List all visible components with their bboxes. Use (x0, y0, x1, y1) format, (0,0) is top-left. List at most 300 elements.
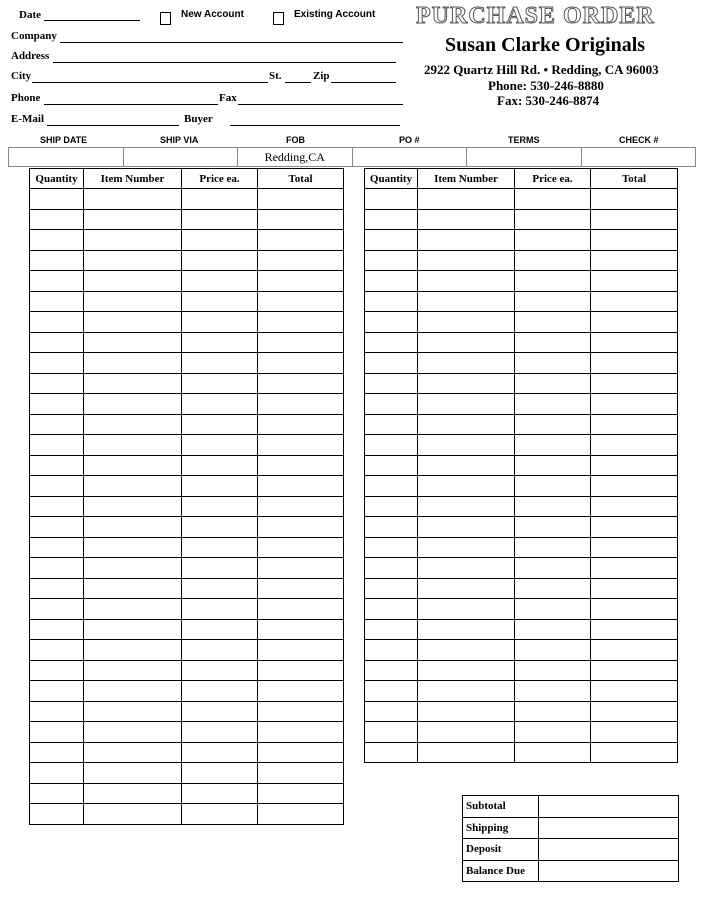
items-table-right (364, 168, 678, 763)
price-each-cell[interactable] (515, 578, 591, 599)
item-number-cell[interactable] (84, 701, 182, 722)
total-cell[interactable] (258, 332, 344, 353)
quantity-cell[interactable] (365, 250, 418, 271)
table-row (365, 599, 678, 620)
table-row (365, 332, 678, 353)
total-cell[interactable] (591, 435, 678, 456)
item-number-cell[interactable] (418, 660, 515, 681)
price-each-cell[interactable] (182, 373, 258, 394)
quantity-cell[interactable] (30, 394, 84, 415)
total-cell[interactable] (591, 312, 678, 333)
quantity-cell[interactable] (365, 578, 418, 599)
quantity-cell[interactable] (30, 681, 84, 702)
item-number-header: Item Number (84, 169, 182, 189)
price-each-cell[interactable] (182, 681, 258, 702)
total-cell[interactable] (258, 455, 344, 476)
total-cell[interactable] (258, 722, 344, 743)
quantity-cell[interactable] (30, 660, 84, 681)
total-cell[interactable] (591, 291, 678, 312)
table-row (30, 332, 344, 353)
phone-label: Phone (11, 92, 41, 104)
item-number-cell[interactable] (84, 209, 182, 230)
quantity-cell[interactable] (30, 537, 84, 558)
quantity-cell[interactable] (365, 230, 418, 251)
quantity-cell[interactable] (30, 455, 84, 476)
total-cell[interactable] (258, 783, 344, 804)
total-cell[interactable] (591, 394, 678, 415)
table-row (365, 250, 678, 271)
price-each-cell[interactable] (515, 722, 591, 743)
quantity-cell[interactable] (30, 558, 84, 579)
item-number-cell[interactable] (84, 476, 182, 497)
price-each-cell[interactable] (182, 476, 258, 497)
price-each-cell[interactable] (515, 476, 591, 497)
quantity-cell[interactable] (30, 804, 84, 825)
item-number-cell[interactable] (84, 332, 182, 353)
item-number-cell[interactable] (418, 496, 515, 517)
item-number-cell[interactable] (84, 435, 182, 456)
item-number-cell[interactable] (84, 681, 182, 702)
quantity-cell[interactable] (30, 640, 84, 661)
item-number-cell[interactable] (418, 640, 515, 661)
item-number-cell[interactable] (418, 578, 515, 599)
price-each-cell[interactable] (515, 701, 591, 722)
price-each-cell[interactable] (182, 742, 258, 763)
item-number-cell[interactable] (418, 722, 515, 743)
total-cell[interactable] (258, 742, 344, 763)
quantity-cell[interactable] (365, 209, 418, 230)
total-cell[interactable] (258, 537, 344, 558)
price-each-cell[interactable] (182, 517, 258, 538)
total-cell[interactable] (591, 353, 678, 374)
total-cell[interactable] (258, 291, 344, 312)
total-cell[interactable] (591, 599, 678, 620)
price-each-cell[interactable] (515, 660, 591, 681)
date-label: Date (19, 9, 41, 21)
item-number-cell[interactable] (418, 476, 515, 497)
table-row (365, 701, 678, 722)
company-name: Susan Clarke Originals (445, 34, 646, 56)
company-field[interactable] (60, 42, 403, 43)
total-cell[interactable] (591, 209, 678, 230)
item-number-cell[interactable] (418, 537, 515, 558)
price-each-cell[interactable] (515, 496, 591, 517)
total-cell[interactable] (258, 312, 344, 333)
price-each-cell[interactable] (182, 722, 258, 743)
item-number-cell[interactable] (84, 783, 182, 804)
total-cell[interactable] (591, 250, 678, 271)
total-cell[interactable] (258, 517, 344, 538)
item-number-cell[interactable] (84, 414, 182, 435)
quantity-cell[interactable] (30, 414, 84, 435)
quantity-header: Quantity (30, 169, 84, 189)
deposit-field[interactable] (539, 839, 679, 861)
quantity-cell[interactable] (365, 271, 418, 292)
price-each-cell[interactable] (515, 373, 591, 394)
total-cell[interactable] (591, 722, 678, 743)
total-cell[interactable] (591, 230, 678, 251)
quantity-cell[interactable] (30, 312, 84, 333)
price-each-cell[interactable] (515, 599, 591, 620)
total-cell[interactable] (591, 189, 678, 210)
item-number-cell[interactable] (418, 189, 515, 210)
item-number-cell[interactable] (84, 742, 182, 763)
quantity-cell[interactable] (30, 742, 84, 763)
item-number-cell[interactable] (418, 455, 515, 476)
item-number-cell[interactable] (418, 619, 515, 640)
price-each-cell[interactable] (515, 537, 591, 558)
price-each-cell[interactable] (515, 742, 591, 763)
quantity-cell[interactable] (365, 660, 418, 681)
price-each-cell[interactable] (182, 537, 258, 558)
price-each-cell[interactable] (515, 394, 591, 415)
price-each-cell[interactable] (515, 332, 591, 353)
ship-date-header: SHIP DATE (40, 135, 88, 145)
table-row (30, 373, 344, 394)
quantity-cell[interactable] (365, 640, 418, 661)
total-cell[interactable] (591, 271, 678, 292)
total-cell[interactable] (258, 435, 344, 456)
quantity-cell[interactable] (365, 394, 418, 415)
ship-via-cell[interactable] (124, 148, 239, 166)
new-account-checkbox[interactable] (160, 12, 171, 25)
quantity-cell[interactable] (365, 312, 418, 333)
total-cell[interactable] (258, 701, 344, 722)
quantity-cell[interactable] (30, 435, 84, 456)
state-field[interactable] (285, 82, 311, 83)
po-number-cell[interactable] (353, 148, 468, 166)
price-each-cell[interactable] (182, 394, 258, 415)
balance-due-field[interactable] (539, 860, 679, 882)
total-cell[interactable] (591, 455, 678, 476)
address-field[interactable] (53, 62, 396, 63)
item-number-cell[interactable] (84, 763, 182, 784)
total-cell[interactable] (258, 660, 344, 681)
total-cell[interactable] (591, 496, 678, 517)
check-number-header: CHECK # (619, 135, 659, 145)
item-number-cell[interactable] (418, 291, 515, 312)
price-each-cell[interactable] (515, 414, 591, 435)
quantity-cell[interactable] (30, 476, 84, 497)
item-number-cell[interactable] (84, 271, 182, 292)
item-number-cell[interactable] (84, 394, 182, 415)
quantity-cell[interactable] (30, 353, 84, 374)
quantity-cell[interactable] (30, 722, 84, 743)
quantity-cell[interactable] (30, 496, 84, 517)
quantity-cell[interactable] (30, 763, 84, 784)
item-number-cell[interactable] (418, 312, 515, 333)
item-number-cell[interactable] (84, 599, 182, 620)
item-number-cell[interactable] (418, 742, 515, 763)
price-each-cell[interactable] (182, 414, 258, 435)
zip-field[interactable] (331, 82, 396, 83)
item-number-cell[interactable] (418, 394, 515, 415)
item-number-cell[interactable] (418, 332, 515, 353)
table-row (365, 742, 678, 763)
item-number-cell[interactable] (84, 455, 182, 476)
price-each-cell[interactable] (182, 332, 258, 353)
quantity-cell[interactable] (365, 496, 418, 517)
existing-account-checkbox[interactable] (273, 12, 284, 25)
total-cell[interactable] (258, 558, 344, 579)
item-number-cell[interactable] (418, 373, 515, 394)
quantity-cell[interactable] (30, 517, 84, 538)
buyer-field[interactable] (230, 125, 400, 126)
quantity-cell[interactable] (365, 537, 418, 558)
price-each-cell[interactable] (182, 496, 258, 517)
balance-due-label: Balance Due (463, 860, 539, 882)
total-cell[interactable] (591, 537, 678, 558)
price-each-cell[interactable] (515, 250, 591, 271)
table-row (365, 414, 678, 435)
item-number-cell[interactable] (418, 701, 515, 722)
shipping-label: Shipping (463, 817, 539, 839)
quantity-cell[interactable] (365, 291, 418, 312)
quantity-cell[interactable] (365, 722, 418, 743)
item-number-cell[interactable] (84, 578, 182, 599)
price-each-cell[interactable] (182, 599, 258, 620)
quantity-cell[interactable] (30, 250, 84, 271)
item-number-cell[interactable] (84, 619, 182, 640)
item-number-cell[interactable] (418, 681, 515, 702)
terms-header: TERMS (508, 135, 540, 145)
quantity-cell[interactable] (365, 517, 418, 538)
price-each-cell[interactable] (515, 558, 591, 579)
table-row (30, 599, 344, 620)
check-number-cell[interactable] (582, 148, 696, 166)
table-row (30, 271, 344, 292)
price-each-cell[interactable] (182, 660, 258, 681)
item-number-cell[interactable] (418, 435, 515, 456)
item-number-cell[interactable] (84, 804, 182, 825)
item-number-cell[interactable] (418, 599, 515, 620)
total-cell[interactable] (591, 373, 678, 394)
item-number-cell[interactable] (418, 271, 515, 292)
total-cell[interactable] (591, 660, 678, 681)
price-each-cell[interactable] (515, 353, 591, 374)
total-cell[interactable] (258, 271, 344, 292)
total-cell[interactable] (258, 599, 344, 620)
total-cell[interactable] (258, 373, 344, 394)
quantity-cell[interactable] (365, 681, 418, 702)
quantity-cell[interactable] (30, 230, 84, 251)
table-row (365, 722, 678, 743)
total-cell[interactable] (258, 496, 344, 517)
price-each-cell[interactable] (515, 230, 591, 251)
total-cell[interactable] (258, 763, 344, 784)
price-each-cell[interactable] (182, 230, 258, 251)
total-cell[interactable] (258, 250, 344, 271)
total-cell[interactable] (591, 742, 678, 763)
price-each-cell[interactable] (182, 640, 258, 661)
item-number-cell[interactable] (84, 660, 182, 681)
quantity-cell[interactable] (30, 209, 84, 230)
price-each-cell[interactable] (182, 353, 258, 374)
item-number-cell[interactable] (84, 722, 182, 743)
table-row (30, 763, 344, 784)
item-number-cell[interactable] (84, 353, 182, 374)
price-each-cell[interactable] (182, 271, 258, 292)
price-each-cell[interactable] (515, 455, 591, 476)
price-each-cell[interactable] (515, 435, 591, 456)
total-cell[interactable] (258, 476, 344, 497)
price-each-cell[interactable] (515, 291, 591, 312)
total-cell[interactable] (591, 414, 678, 435)
price-each-cell[interactable] (182, 291, 258, 312)
quantity-cell[interactable] (30, 291, 84, 312)
total-cell[interactable] (591, 517, 678, 538)
quantity-cell[interactable] (365, 558, 418, 579)
total-cell[interactable] (258, 804, 344, 825)
total-cell[interactable] (258, 619, 344, 640)
quantity-cell[interactable] (30, 189, 84, 210)
price-each-cell[interactable] (182, 619, 258, 640)
quantity-cell[interactable] (30, 271, 84, 292)
email-field[interactable] (47, 125, 179, 126)
item-number-cell[interactable] (84, 230, 182, 251)
shipping-field[interactable] (539, 817, 679, 839)
item-number-cell[interactable] (84, 558, 182, 579)
subtotal-label: Subtotal (463, 796, 539, 818)
quantity-cell[interactable] (365, 332, 418, 353)
quantity-cell[interactable] (365, 701, 418, 722)
quantity-cell[interactable] (365, 373, 418, 394)
table-row (30, 435, 344, 456)
item-number-cell[interactable] (84, 517, 182, 538)
quantity-cell[interactable] (30, 599, 84, 620)
total-cell[interactable] (258, 189, 344, 210)
table-row (30, 619, 344, 640)
quantity-cell[interactable] (365, 189, 418, 210)
table-row (365, 455, 678, 476)
purchase-order-title: PURCHASE ORDER (416, 3, 655, 29)
quantity-cell[interactable] (365, 476, 418, 497)
item-number-cell[interactable] (84, 189, 182, 210)
quantity-cell[interactable] (30, 332, 84, 353)
item-number-cell[interactable] (84, 373, 182, 394)
total-cell[interactable] (258, 353, 344, 374)
item-number-cell[interactable] (418, 517, 515, 538)
price-each-cell[interactable] (182, 250, 258, 271)
quantity-cell[interactable] (30, 373, 84, 394)
price-each-cell[interactable] (182, 189, 258, 210)
quantity-cell[interactable] (365, 455, 418, 476)
quantity-cell[interactable] (365, 435, 418, 456)
quantity-cell[interactable] (365, 353, 418, 374)
total-cell[interactable] (258, 230, 344, 251)
item-number-cell[interactable] (84, 250, 182, 271)
item-number-cell[interactable] (84, 496, 182, 517)
price-each-cell[interactable] (515, 271, 591, 292)
table-row (365, 189, 678, 210)
item-number-cell[interactable] (418, 353, 515, 374)
phone-field[interactable] (44, 104, 218, 105)
price-each-cell[interactable] (182, 804, 258, 825)
item-number-cell[interactable] (418, 230, 515, 251)
total-cell[interactable] (258, 414, 344, 435)
total-cell[interactable] (591, 332, 678, 353)
total-cell[interactable] (591, 578, 678, 599)
price-each-cell[interactable] (182, 455, 258, 476)
total-cell[interactable] (258, 578, 344, 599)
item-number-cell[interactable] (418, 250, 515, 271)
price-each-cell[interactable] (182, 312, 258, 333)
table-row (30, 722, 344, 743)
price-each-cell[interactable] (515, 619, 591, 640)
quantity-cell[interactable] (30, 619, 84, 640)
price-each-cell[interactable] (182, 578, 258, 599)
table-row (365, 373, 678, 394)
item-number-cell[interactable] (84, 312, 182, 333)
table-row (30, 742, 344, 763)
ship-date-cell[interactable] (9, 148, 124, 166)
price-each-cell[interactable] (182, 763, 258, 784)
total-cell[interactable] (591, 681, 678, 702)
price-each-cell[interactable] (515, 681, 591, 702)
quantity-cell[interactable] (30, 578, 84, 599)
item-number-header: Item Number (418, 169, 515, 189)
quantity-cell[interactable] (365, 619, 418, 640)
table-row (30, 476, 344, 497)
fob-cell[interactable]: Redding,CA (238, 148, 353, 166)
po-number-header: PO # (399, 135, 420, 145)
price-each-cell[interactable] (182, 558, 258, 579)
item-number-cell[interactable] (418, 414, 515, 435)
quantity-cell[interactable] (365, 742, 418, 763)
item-number-cell[interactable] (418, 209, 515, 230)
total-cell[interactable] (591, 640, 678, 661)
price-each-cell[interactable] (515, 312, 591, 333)
price-each-cell[interactable] (515, 189, 591, 210)
total-cell[interactable] (591, 619, 678, 640)
price-each-cell[interactable] (182, 783, 258, 804)
total-cell[interactable] (591, 476, 678, 497)
item-number-cell[interactable] (418, 558, 515, 579)
subtotal-field[interactable] (539, 796, 679, 818)
total-cell[interactable] (591, 558, 678, 579)
price-each-cell[interactable] (515, 517, 591, 538)
table-row (30, 783, 344, 804)
item-number-cell[interactable] (84, 537, 182, 558)
new-account-label: New Account (181, 9, 244, 20)
table-row (365, 291, 678, 312)
price-each-cell[interactable] (515, 209, 591, 230)
total-cell[interactable] (258, 640, 344, 661)
table-row (30, 701, 344, 722)
quantity-cell[interactable] (30, 783, 84, 804)
city-field[interactable] (32, 82, 268, 83)
table-row (30, 189, 344, 210)
date-field[interactable] (44, 20, 140, 21)
quantity-cell[interactable] (30, 701, 84, 722)
total-cell[interactable] (258, 209, 344, 230)
price-each-cell[interactable] (515, 640, 591, 661)
total-cell[interactable] (258, 394, 344, 415)
price-each-cell[interactable] (182, 435, 258, 456)
table-row (30, 537, 344, 558)
fax-field[interactable] (238, 104, 403, 105)
price-each-cell[interactable] (182, 209, 258, 230)
quantity-cell[interactable] (365, 599, 418, 620)
item-number-cell[interactable] (84, 640, 182, 661)
item-number-cell[interactable] (84, 291, 182, 312)
quantity-cell[interactable] (365, 414, 418, 435)
price-each-cell[interactable] (182, 701, 258, 722)
total-cell[interactable] (591, 701, 678, 722)
table-row (30, 496, 344, 517)
total-cell[interactable] (258, 681, 344, 702)
terms-cell[interactable] (467, 148, 582, 166)
